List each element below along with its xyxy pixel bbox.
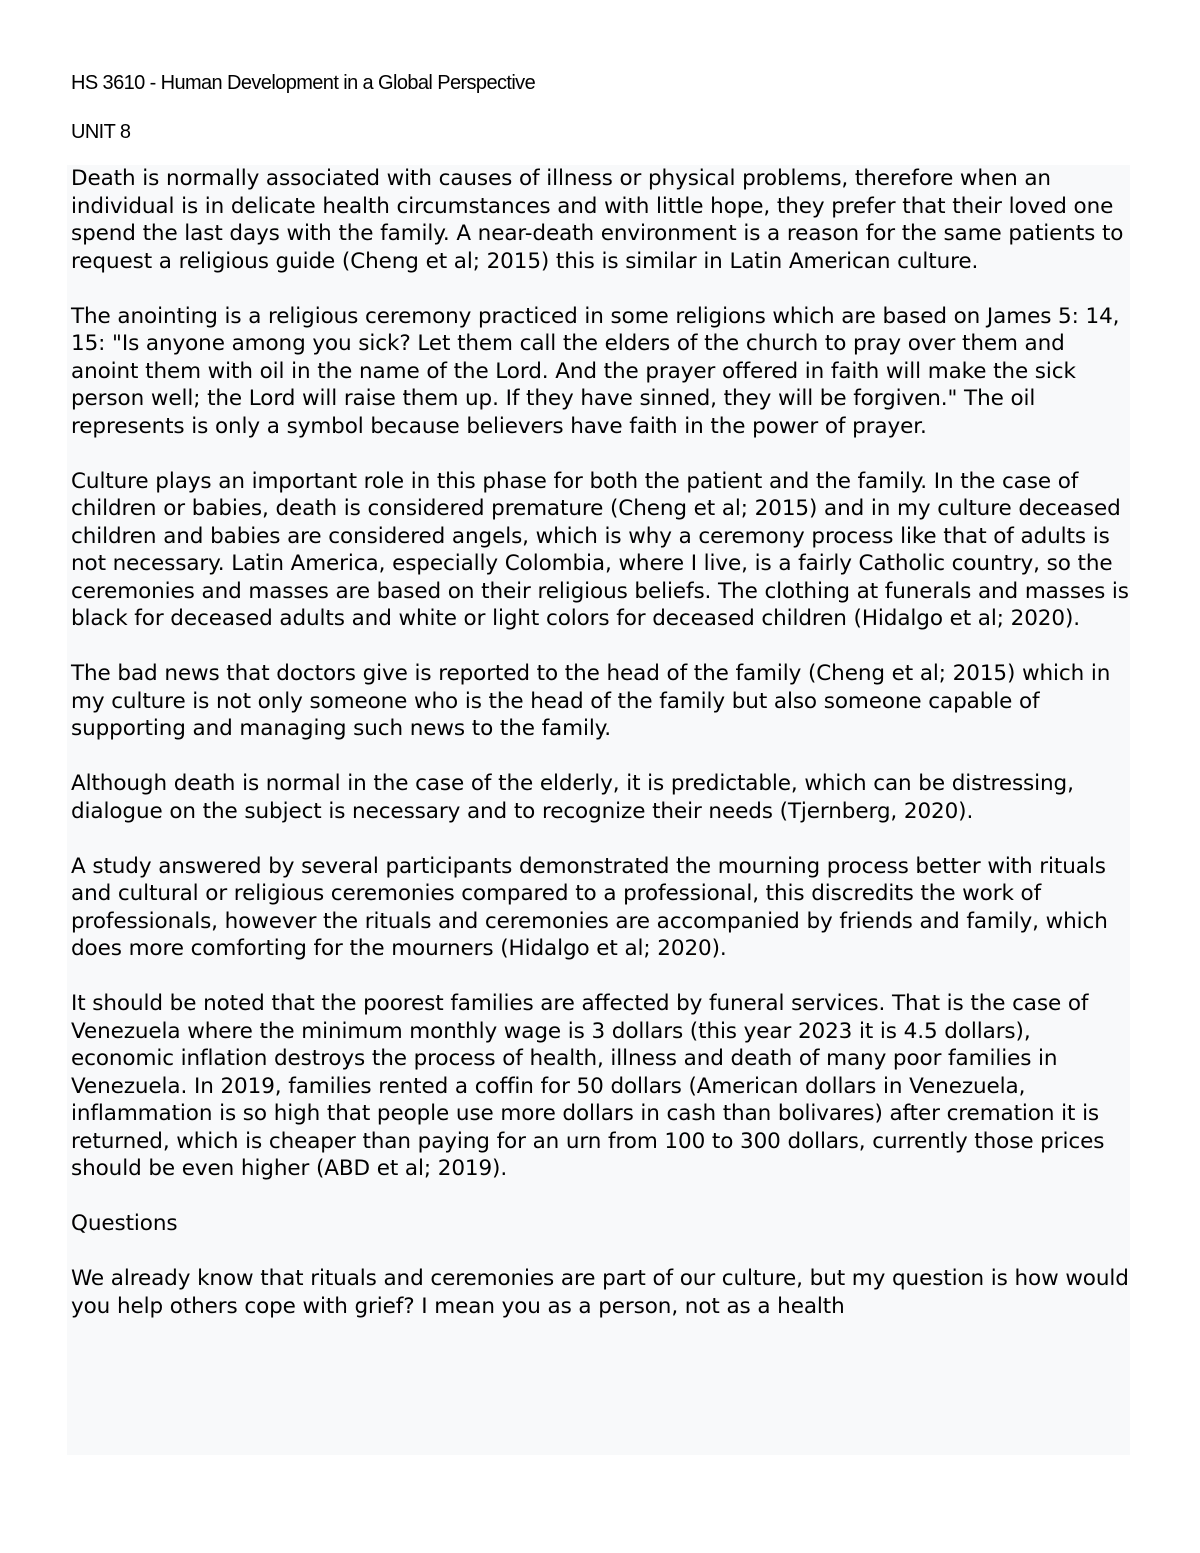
paragraph-anointing: The anointing is a religious ceremony practiced in some religions which are based on James 5: 14, 15: "Is anyone among you sick? Let them call the elders of the church to pray over them and anoint them with oil in the name of the Lord. And the prayer offered in faith will make the sick person well; the Lord will raise them up. If they have sinned, they will be forgiven." The oil represents is only a symbol because believers have faith in the power of prayer. [71,303,1120,439]
paragraph-culture: Culture plays an important role in this phase for both the patient and the family. In the case of children or babies, death is considered premature (Cheng et al; 2015) and in my culture deceased children and babies are considered angels, which is why a ceremony process like that of adults is not necessary. Latin America, especially Colombia, where I live, is a fairly Catholic country, so the ceremonies and masses are based on their religious beliefs. The clothing at funerals and masses is black for deceased adults and white or light colors for deceased children (Hidalgo et al; 2020). [71,468,1129,631]
unit-label: UNIT 8 [71,121,131,143]
document-title: HS 3610 - Human Development in a Global Perspective [71,72,536,94]
paragraph-bad-news: The bad news that doctors give is reported to the head of the family (Cheng et al; 2015) which in my culture is not only someone who is the head of the family but also someone capable of supporting and managing such news to the family. [71,661,1111,741]
paragraph-venezuela: It should be noted that the poorest families are affected by funeral services. That is the case of Venezuela where the minimum monthly wage is 3 dollars (this year 2023 it is 4.5 dollars), economic inflation destroys the process of health, illness and death of many poor families in Venezuela. In 2019, families rented a coffin for 50 dollars (American dollars in Venezuela, inflammation is so high that people use more dollars in cash than bolivares) after cremation it is returned, which is cheaper than paying for an urn from 100 to 300 dollars, currently those prices should be even higher (ABD et al; 2019). [71,991,1105,1181]
question-text: We already know that rituals and ceremonies are part of our culture, but my question is how would you help others cope with grief? I mean you as a person, not as a health [71,1266,1129,1319]
document-body [67,165,1130,1455]
paragraph-death-illness: Death is normally associated with causes of illness or physical problems, therefore when an individual is in delicate health circumstances and with little hope, they prefer that their loved one spend the last days with the family. A near-death environment is a reason for the same patients to request a religious guide (Cheng et al; 2015) this is similar in Latin American culture. [71,166,1124,274]
paragraph-study: A study answered by several participants demonstrated the mourning process better with rituals and cultural or religious ceremonies compared to a professional, this discredits the work of professionals, however the rituals and ceremonies are accompanied by friends and family, which does more comforting for the mourners (Hidalgo et al; 2020). [71,853,1108,961]
body-text [71,165,1130,1348]
questions-heading: Questions [71,1211,178,1236]
paragraph-elderly: Although death is normal in the case of the elderly, it is predictable, which can be distressing, dialogue on the subject is necessary and to recognize their needs (Tjernberg, 2020). [71,771,1074,824]
